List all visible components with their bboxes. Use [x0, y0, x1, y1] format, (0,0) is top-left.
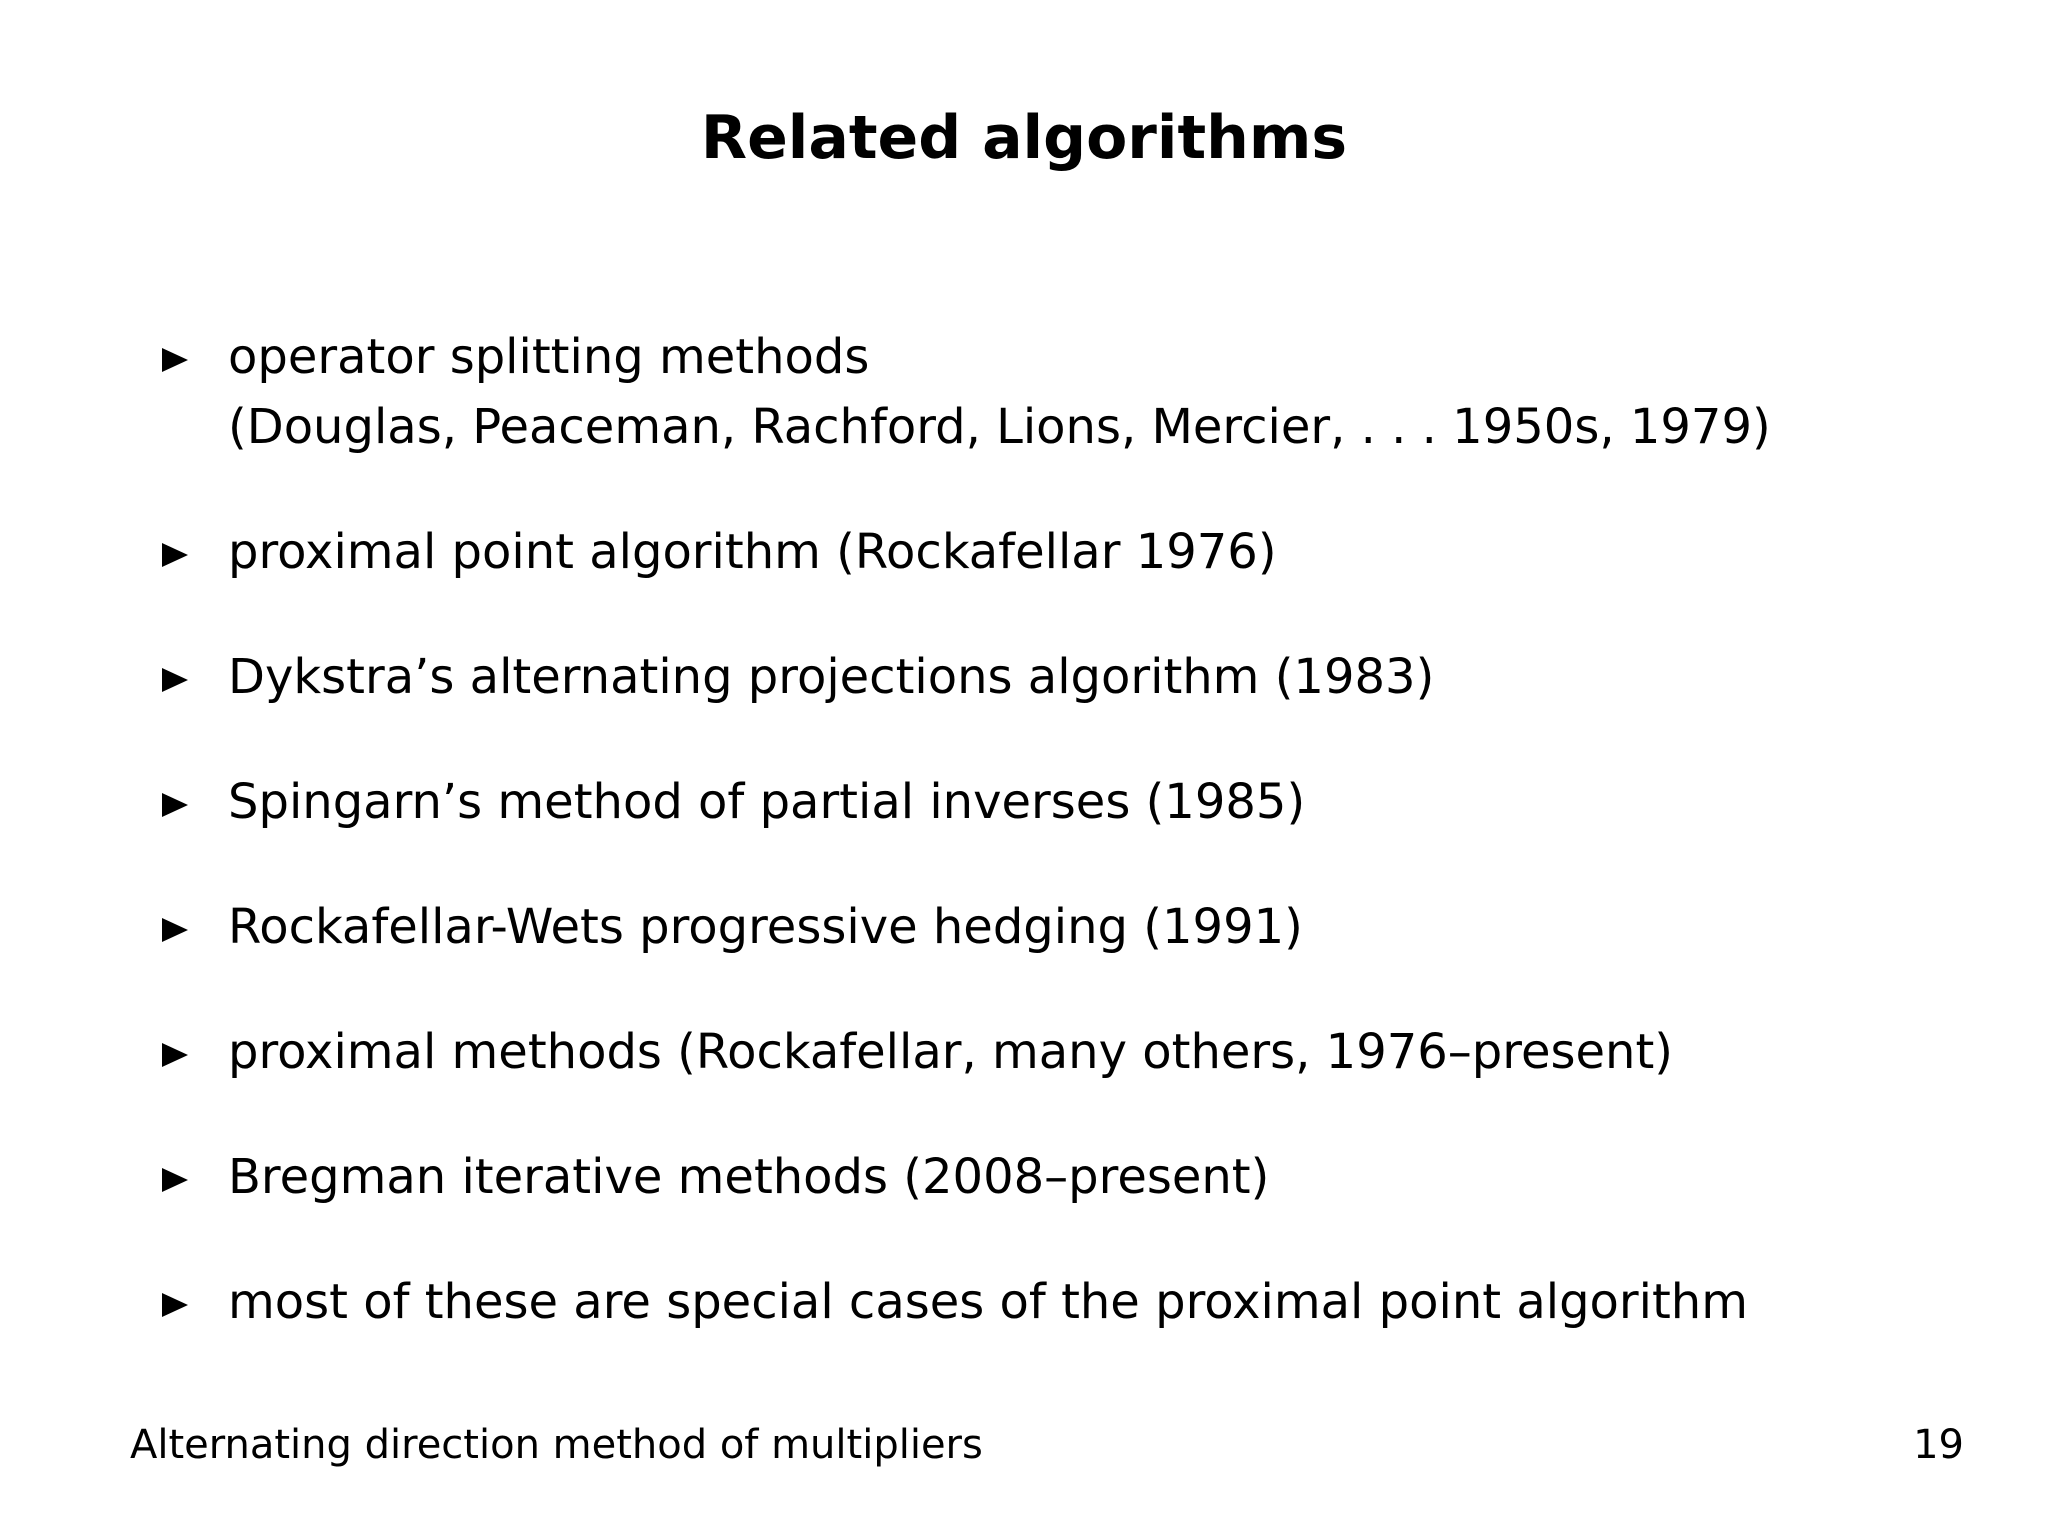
triangle-bullet-icon	[162, 918, 188, 942]
page-number: 19	[1913, 1422, 1964, 1468]
triangle-bullet-icon	[162, 543, 188, 567]
bullet-item-bregman	[162, 1142, 1771, 1212]
bullet-item-special-cases	[162, 1267, 1771, 1337]
footer-title: Alternating direction method of multipliers	[130, 1422, 983, 1468]
bullet-item-operator-splitting	[162, 322, 1771, 462]
bullet-text: Bregman iterative methods (2008–present)	[228, 1149, 1270, 1205]
triangle-bullet-icon	[162, 793, 188, 817]
triangle-bullet-icon	[162, 668, 188, 692]
triangle-bullet-icon	[162, 1168, 188, 1192]
triangle-bullet-icon	[162, 1043, 188, 1067]
bullet-text: Spingarn’s method of partial inverses (1985)	[228, 774, 1306, 830]
bullet-text: most of these are special cases of the proximal point algorithm	[228, 1274, 1748, 1330]
bullet-text: proximal methods (Rockafellar, many others, 1976–present)	[228, 1024, 1673, 1080]
bullet-item-proximal-point	[162, 517, 1771, 587]
slide-title: Related algorithms	[700, 103, 1348, 173]
bullet-list	[162, 322, 1771, 1337]
bullet-item-proximal-methods	[162, 1017, 1771, 1087]
bullet-text: Rockafellar-Wets progressive hedging (1991)	[228, 899, 1303, 955]
triangle-bullet-icon	[162, 1293, 188, 1317]
bullet-item-spingarn	[162, 767, 1771, 837]
bullet-item-rockafellar-wets	[162, 892, 1771, 962]
triangle-bullet-icon	[162, 348, 188, 372]
bullet-subtext: (Douglas, Peaceman, Rachford, Lions, Mercier, . . . 1950s, 1979)	[228, 399, 1771, 455]
bullet-item-dykstra	[162, 642, 1771, 712]
bullet-text: operator splitting methods	[228, 329, 870, 385]
bullet-text: proximal point algorithm (Rockafellar 1976)	[228, 524, 1277, 580]
bullet-text: Dykstra’s alternating projections algorithm (1983)	[228, 649, 1435, 705]
